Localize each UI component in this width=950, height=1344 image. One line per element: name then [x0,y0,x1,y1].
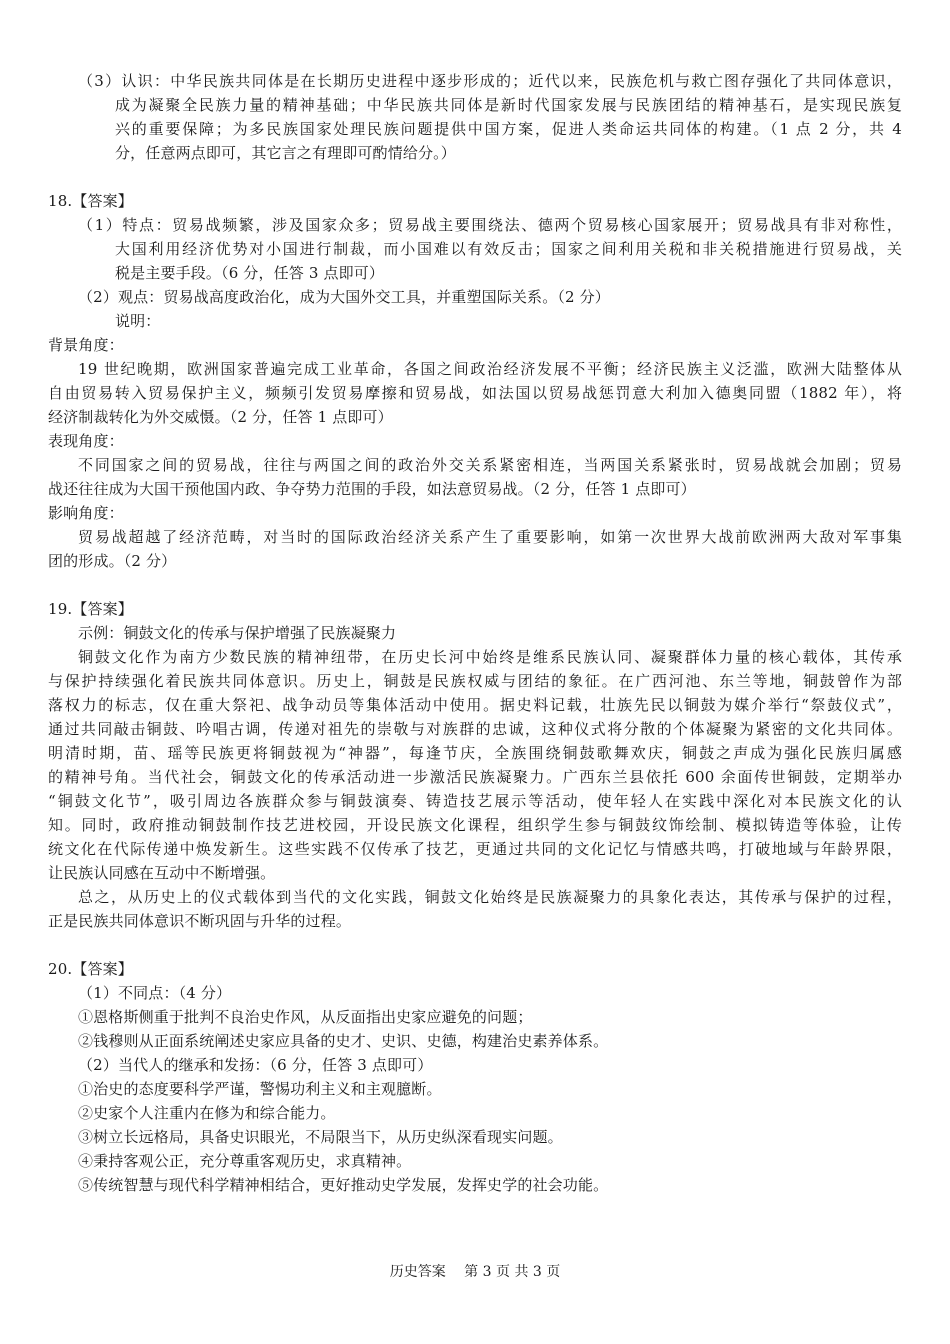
page-footer: 历史答案 第 3 页 共 3 页 [389,1264,561,1280]
q17-3-line-1: （3）认识：中华民族共同体是在长期历史进程中逐步形成的；近代以来，民族危机与救亡图存强化了共同体意识， [78,72,902,90]
q20-part1-item-2: ②钱穆则从正面系统阐述史家应具备的史才、史识、史德，构建治史素养体系。 [78,1032,609,1050]
q18-heading: 18.【答案】 [48,192,133,210]
q19-para1-line-5: 明清时期，苗、瑶等民族更将铜鼓视为“神器”，每逢节庆，全族围绕铜鼓歌舞欢庆，铜鼓之声成为强化民族归属感 [48,744,902,762]
q20-part2-title: （2）当代人的继承和发扬：（6 分，任答 3 点即可） [78,1056,433,1074]
q19-heading: 19.【答案】 [48,600,133,618]
q19-para1-line-9: 统文化在代际传递中焕发新生。这些实践不仅传承了技艺，更通过共同的文化记忆与情感共鸣，打破地域与年龄界限， [48,840,902,858]
q20-part1-item-1: ①恩格斯侧重于批判不良治史作风，从反面指出史家应避免的问题； [78,1008,533,1026]
q19-para1-line-7: “铜鼓文化节”，吸引周边各族群众参与铜鼓演奏、铸造技艺展示等活动，使年轻人在实践中深化对本民族文化的认 [48,792,902,810]
q18-impact-line-1: 贸易战超越了经济范畴，对当时的国际政治经济关系产生了重要影响，如第一次世界大战前欧洲两大敌对军事集 [78,528,902,546]
q18-background-line-1: 19 世纪晚期，欧洲国家普遍完成工业革命，各国之间政治经济发展不平衡；经济民族主义泛滥，欧洲大陆整体从 [78,360,902,378]
q17-3-line-4: 分，任意两点即可，其它言之有理即可酌情给分。） [115,144,456,162]
q19-para1-line-8: 知。同时，政府推动铜鼓制作技艺进校园，开设民族文化课程，组织学生参与铜鼓纹饰绘制、模拟铸造等体验，让传 [48,816,902,834]
q19-para1-line-2: 与保护持续强化着民族共同体意识。历史上，铜鼓是民族权威与团结的象征。在广西河池、东兰等地，铜鼓曾作为部 [48,672,902,690]
q18-explain-label: 说明： [115,312,161,330]
q19-para1-line-10: 让民族认同感在互动中不断增强。 [48,864,276,882]
q18-part1-line-1: （1）特点：贸易战频繁，涉及国家众多；贸易战主要围绕法、德两个贸易核心国家展开；贸易战具有非对称性， [78,216,902,234]
q20-part2-item-3: ③树立长远格局，具备史识眼光，不局限当下，从历史纵深看现实问题。 [78,1128,563,1146]
q19-para1-line-3: 落权力的标志，仅在重大祭祀、战争动员等集体活动中使用。据史料记载，壮族先民以铜鼓为媒介举行“祭鼓仪式”， [48,696,902,714]
q19-para1-line-6: 的精神号角。当代社会，铜鼓文化的传承活动进一步激活民族凝聚力。广西东兰县依托 600 余面传世铜鼓，定期举办 [48,768,902,786]
q20-heading: 20.【答案】 [48,960,133,978]
q18-background-line-2: 自由贸易转入贸易保护主义，频频引发贸易摩擦和贸易战，如法国以贸易战惩罚意大利加入德奥同盟（1882 年），将 [48,384,902,402]
q20-part2-item-2: ②史家个人注重内在修为和综合能力。 [78,1104,336,1122]
q18-performance-label: 表现角度： [48,432,124,450]
q18-background-label: 背景角度： [48,336,124,354]
q18-impact-label: 影响角度： [48,504,124,522]
q18-part1-line-3: 税是主要手段。（6 分，任答 3 点即可） [115,264,385,282]
q20-part1-title: （1）不同点：（4 分） [78,984,232,1002]
q20-part2-item-1: ①治史的态度要科学严谨，警惕功利主义和主观臆断。 [78,1080,442,1098]
q20-part2-item-5: ⑤传统智慧与现代科学精神相结合，更好推动史学发展，发挥史学的社会功能。 [78,1176,609,1194]
q19-para2-line-1: 总之，从历史上的仪式载体到当代的文化实践，铜鼓文化始终是民族凝聚力的具象化表达，其传承与保护的过程， [78,888,902,906]
q18-part1-line-2: 大国利用经济优势对小国进行制裁，而小国难以有效反击；国家之间利用关税和非关税措施进行贸易战，关 [115,240,902,258]
q18-impact-line-2: 团的形成。（2 分） [48,552,177,570]
q19-para1-line-4: 通过共同敲击铜鼓、吟唱古调，传递对祖先的崇敬与对族群的忠诚，这种仪式将分散的个体凝聚为紧密的文化共同体。 [48,720,902,738]
q17-3-line-3: 兴的重要保障；为多民族国家处理民族问题提供中国方案，促进人类命运共同体的构建。（1 点 2 分，共 4 [115,120,902,138]
q19-para1-line-1: 铜鼓文化作为南方少数民族的精神纽带，在历史长河中始终是维系民族认同、凝聚群体力量的核心载体，其传承 [78,648,902,666]
q18-background-line-3: 经济制裁转化为外交威慑。（2 分，任答 1 点即可） [48,408,393,426]
q19-example-title: 示例：铜鼓文化的传承与保护增强了民族凝聚力 [78,624,397,642]
q18-performance-line-2: 战还往往成为大国干预他国内政、争夺势力范围的手段，如法意贸易战。（2 分，任答 1 点即可） [48,480,696,498]
q19-para2-line-2: 正是民族共同体意识不断巩固与升华的过程。 [48,912,352,930]
q18-part2: （2）观点：贸易战高度政治化，成为大国外交工具，并重塑国际关系。（2 分） [78,288,610,306]
q18-performance-line-1: 不同国家之间的贸易战，往往与两国之间的政治外交关系紧密相连，当两国关系紧张时，贸易战就会加剧；贸易 [78,456,902,474]
q20-part2-item-4: ④秉持客观公正，充分尊重客观历史，求真精神。 [78,1152,412,1170]
q17-3-line-2: 成为凝聚全民族力量的精神基础；中华民族共同体是新时代国家发展与民族团结的精神基石，是实现民族复 [115,96,902,114]
